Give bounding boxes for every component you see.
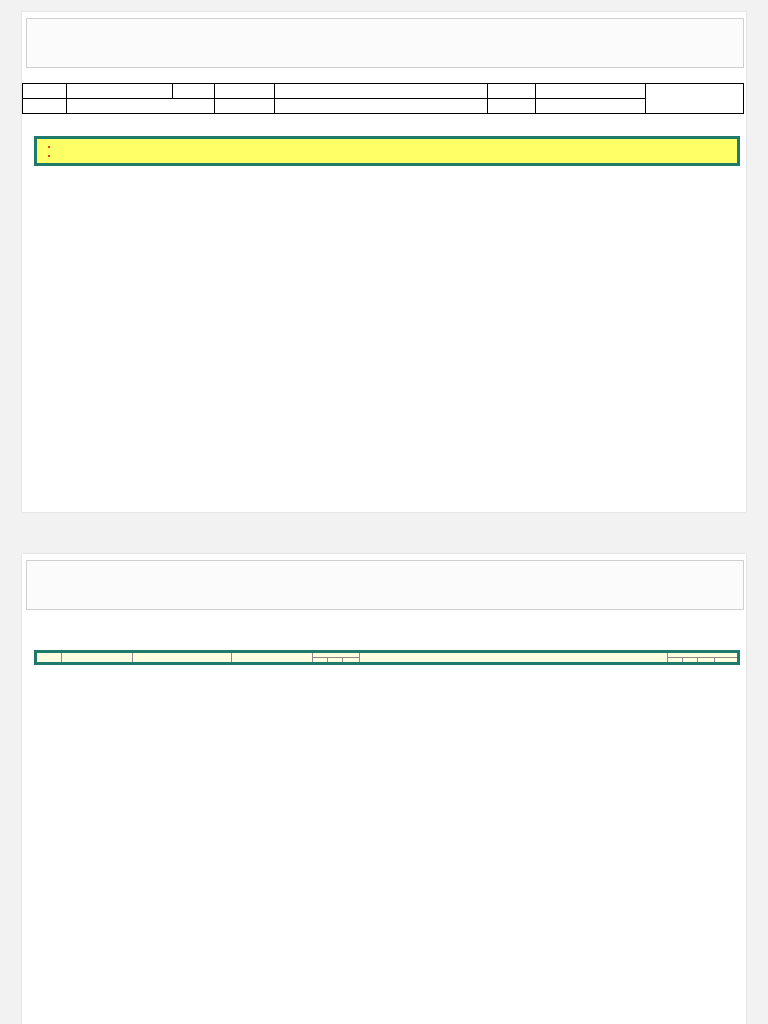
risk-notes <box>36 138 739 165</box>
status-legend <box>645 84 744 114</box>
note-item <box>59 151 729 160</box>
col-r2 <box>698 658 715 664</box>
col-persons <box>232 652 313 664</box>
col-effects <box>133 652 232 664</box>
document-page-1 <box>22 12 746 512</box>
col-l <box>328 658 343 664</box>
document-info-table <box>22 83 744 114</box>
version-label <box>487 84 535 99</box>
col-l2 <box>683 658 698 664</box>
location-label <box>172 84 214 99</box>
col-r <box>343 658 360 664</box>
page-header <box>26 560 744 610</box>
col-t <box>715 658 739 664</box>
fmm-logo <box>30 567 80 605</box>
jobref-value <box>275 84 487 99</box>
col-hazard <box>62 652 133 664</box>
date-label <box>487 99 535 114</box>
title-value <box>67 84 173 99</box>
note-item <box>59 142 729 151</box>
col-s <box>313 658 328 664</box>
document-page-2 <box>22 554 746 1024</box>
jobdetail-value <box>275 99 487 114</box>
hazard-checklist <box>34 136 740 166</box>
col-controls <box>360 652 668 664</box>
fmm-logo <box>30 25 80 63</box>
location-label-2 <box>23 99 67 114</box>
jobdetail-label <box>214 99 275 114</box>
col-s2 <box>668 658 683 664</box>
col-id <box>36 652 62 664</box>
title-label <box>23 84 67 99</box>
date-value <box>535 99 645 114</box>
risk-assessment-table <box>34 650 740 665</box>
version-value <box>535 84 645 99</box>
page-header <box>26 18 744 68</box>
jobref-label <box>214 84 275 99</box>
location-value <box>67 99 215 114</box>
